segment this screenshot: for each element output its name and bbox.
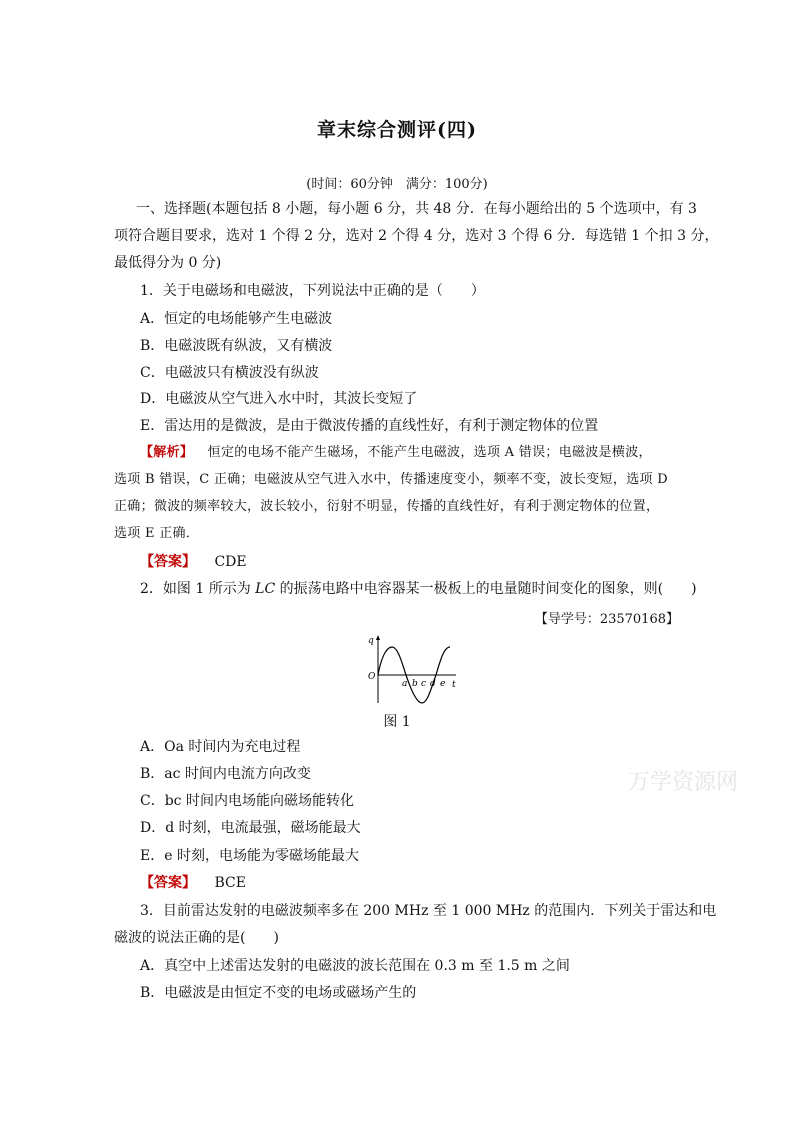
question-2-answer [140,874,246,892]
question-1-stem: 1．关于电磁场和电磁波，下列说法中正确的是（ ） [140,283,485,299]
stem-italic: LC [255,581,276,597]
question-2-option-c: C．bc 时间内电场能向磁场能转化 [140,793,354,809]
analysis-text: 选项 B 错误，C 正确；电磁波从空气进入水中，传播速度变小，频率不变，波长变短，选项 D [114,472,668,487]
analysis-text: 选项 E 正确． [114,526,200,541]
question-1-option-e: E．雷达用的是微波，是由于微波传播的直线性好，有利于测定物体的位置 [140,418,599,434]
question-3-stem-cont: 磁波的说法正确的是( ) [114,930,279,946]
point-label-d: d [430,679,436,689]
section-intro-line: 项符合题目要求，选对 1 个得 2 分，选对 2 个得 4 分，选对 3 个得 6 分．每选错 1 个扣 3 分， [114,228,719,244]
section-intro-line: 最低得分为 0 分) [114,255,222,271]
question-2-option-a: A．Oa 时间内为充电过程 [140,739,301,755]
question-3-stem: 3．目前雷达发射的电磁波频率多在 200 MHz 至 1 000 MHz 的范围内．下列关于雷达和电 [140,903,717,919]
analysis-text: 正确；微波的频率较大，波长较小，衍射不明显，传播的直线性好，有利于测定物体的位置， [114,499,660,514]
question-3-option-a: A．真空中上述雷达发射的电磁波的波长范围在 0.3 m 至 1.5 m 之间 [140,958,570,974]
question-3-option-b: B．电磁波是由恒定不变的电场或磁场产生的 [140,985,417,1001]
question-2-option-d: D．d 时刻，电流最强，磁场能最大 [140,820,361,836]
y-axis-arrow [376,635,380,640]
watermark: 万学资源网 [628,770,739,795]
question-1-option-a: A．恒定的电场能够产生电磁波 [140,311,333,327]
question-2-option-b: B．ac 时间内电流方向改变 [140,766,311,782]
question-1-option-d: D．电磁波从空气进入水中时，其波长变短了 [140,391,418,407]
analysis-label: 【解析】 [140,445,194,460]
page-title: 章末综合测评(四) [317,119,477,141]
answer-label: 【答案】 [140,554,196,570]
point-label-e: e [440,679,446,689]
question-2-option-e: E．e 时刻，电场能为零磁场能最大 [140,848,359,864]
question-1-option-b: B．电磁波既有纵波，又有横波 [140,338,333,354]
question-2-stem [140,580,697,598]
point-label-a: a [402,679,408,689]
answer-value: BCE [214,875,246,891]
guide-number: 【导学号：23570168】 [534,612,679,627]
stem-text: 的振荡电路中电容器某一极板上的电量随时间变化的图象，则( ) [275,581,697,597]
point-label-b: b [412,679,418,689]
stem-text: 2．如图 1 所示为 [140,581,256,597]
question-1-answer [140,553,247,571]
analysis-text: 恒定的电场不能产生磁场，不能产生电磁波，选项 A 错误；电磁波是横波， [207,445,652,460]
answer-label: 【答案】 [140,875,196,891]
y-label: q [368,636,374,646]
x-label: t [452,680,456,690]
question-1-analysis [140,444,652,462]
point-label-c: c [421,679,427,689]
origin-label: O [368,672,376,682]
figure-caption: 图 1 [383,714,411,730]
section-intro-line: 一、选择题(本题包括 8 小题，每小题 6 分，共 48 分．在每小题给出的 5 个选项中，有 3 [136,201,697,217]
page-subtitle: (时间：60分钟 满分：100分) [306,177,488,192]
oscillation-graph [360,633,460,705]
answer-value: CDE [214,554,247,570]
question-1-option-c: C．电磁波只有横波没有纵波 [140,365,319,381]
